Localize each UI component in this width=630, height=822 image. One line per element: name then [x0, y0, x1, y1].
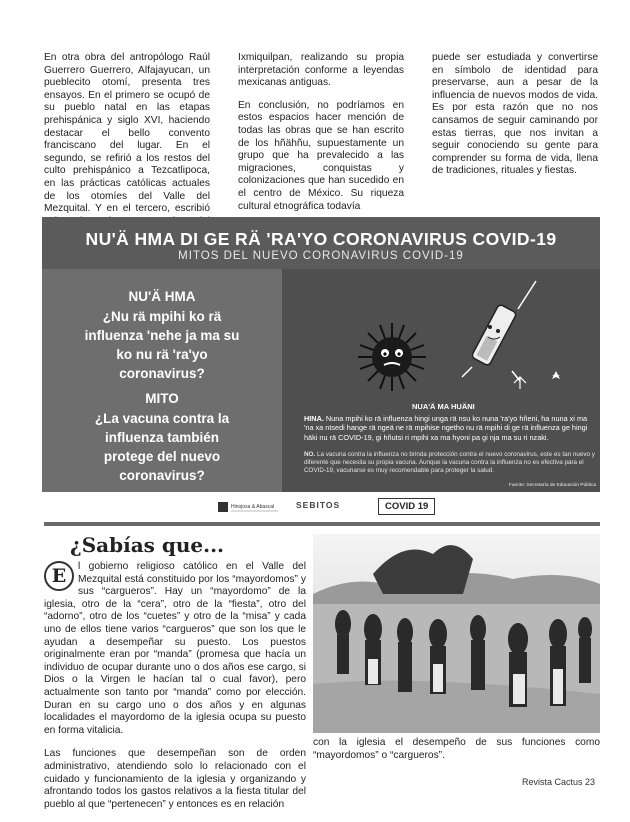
banner-subtitle: MITOS DEL NUEVO CORONAVIRUS COVID-19 — [178, 250, 464, 262]
sebitos-logo: SEBITOS — [296, 500, 341, 510]
column-2 — [238, 52, 404, 223]
myth-question-spanish-line: coronavirus? — [119, 468, 205, 483]
myth-question-otomi-line: influenza 'nehe ja ma su — [84, 328, 240, 343]
myth-question-spanish — [42, 409, 282, 485]
truth-panel — [282, 269, 600, 492]
covid19-logo: COVID 19 — [378, 498, 435, 515]
logos-row — [210, 497, 450, 519]
truth-heading: NUA'Ä MA HUÄNI — [412, 402, 475, 411]
truth-label-hina: HINA. — [304, 414, 324, 423]
myth-heading-spanish: MITO — [145, 391, 179, 406]
magazine-name: Revista Cactus — [522, 777, 583, 787]
myth-question-spanish-line: influenza también — [104, 430, 219, 445]
column-3 — [432, 52, 598, 188]
truth-body-otomi: Nuna mpihi ko rä influenza hingi unga rä nsu ko nuna 'ra'yo hñeni, ha nuna xi ma 'na xa ntsedi hange rä ngeä ne rä mpihise ngetho nu rä mpihi di ge rä influenza ge hingi häki nu rä COVID-19, gi hñutsi ri mpihi xa ma hyoni pa gi nja ma su ri nzaki. — [304, 414, 588, 442]
myth-question-spanish-line: ¿La vacuna contra la — [94, 411, 230, 426]
myth-question-spanish-line: protege del nuevo — [103, 449, 221, 464]
truth-text-spanish — [304, 451, 596, 476]
myth-question-otomi-line: ¿Nu rä mpihi ko rä — [102, 309, 222, 324]
column-1-text: En otra obra del antropólogo Raúl Guerrero Guerrero, Alfajayucan, un pueblecito otomí, presenta tres ensayos. En el primero se ocupó de su pueblo natal en las etapas prehispánica y siglo XVI, haciendo destacar el bello convento franciscano del lugar. En el segundo, se refirió a los restos del culto prehispánico a Tezcatlipoca, en las prácticas católicas actuales de los otomíes del Valle del Mezquital. Y en el tercero, escribió — [44, 52, 210, 215]
sponsor-logo-text: Hinojosa & Abascal — [231, 504, 275, 510]
sponsor-logo — [218, 499, 282, 515]
truth-label-no: NO. — [304, 451, 316, 458]
sabias-body — [44, 561, 306, 822]
truth-text-otomi — [304, 414, 596, 442]
photo-caption: con la iglesia el desempeño de sus funciones como “mayordomos” o “cargueros”. — [313, 737, 600, 761]
banner-title: NU'Ä HMA DI GE RÄ 'RA'YO CORONAVIRUS COVID-19 — [85, 229, 557, 249]
truth-body-spanish: La vacuna contra la influenza no brinda protección contra el nuevo coronavirus, este es tan nuevo y diferente que necesita su propia vacuna. Aunque la vacuna contra la influenza no es efectiva para el COVID-19, vacunarse es muy recomendable para proteger la salud. — [304, 451, 595, 475]
myth-question-otomi-line: ko nu rä 'ra'yo — [116, 347, 208, 362]
virus-illustration — [352, 317, 432, 397]
myth-question-otomi-line: coronavirus? — [119, 366, 205, 381]
banner-source: Fuente: Secretaría de Educación Pública — [508, 483, 596, 488]
myth-question-otomi — [42, 307, 282, 383]
column-2-text-a: Ixmiquilpan, realizando su propia interpretación conforme a leyendas mexicanas antiguas. — [238, 52, 404, 89]
sabias-paragraph-1 — [44, 561, 306, 737]
sabias-paragraph-2: Las funciones que desempeñan son de orden administrativo, atendiendo solo lo relacionado con el cuidado y funcionamiento de la iglesia y organizando y afrontando todos los gastos relativos a la fiesta titular del pueblo al que “pertenecen” y entonces es en relación — [44, 748, 306, 810]
column-3-text: puede ser estudiada y convertirse en símbolo de identidad para preservarse, aun a pesar de la influencia de nuevos modos de vida. Es por esta razón que no nos cansamos de seguir caminando por estas tierras, que nos invitan a seguir conociendo su gente para comprender su forma de vida, llena de tradiciones, rituales y fiestas. — [432, 52, 598, 177]
myth-heading-otomi: NU'Ä HMA — [128, 289, 196, 304]
page-footer — [522, 777, 595, 787]
section-heading: ¿Sabías que... — [70, 533, 225, 557]
procession-photo — [313, 534, 600, 733]
syringe-illustration — [442, 279, 572, 397]
covid-banner — [42, 217, 600, 492]
drop-cap: E — [44, 561, 74, 591]
page-number: 23 — [585, 777, 596, 787]
sabias-paragraph-1-text: l gobierno religioso católico en el Valle del Mezquital está constituido por los “mayordomos” y sus “cargueros”. Hay un “mayordomo” de la iglesia, otro de la “cera”, otro de la “fiesta”, otro del “adorno”, otro de los “cuetes” y otro de la “misa” y cada uno de ellos tiene varios “cargueros” que son los que le ayudan a desempeñar su puesto. Los puestos originalmente eran por “manda” (promesa que hacía un individuo de ocupar durante uno o dos años ese cargo, si Dios o la Virgen le hacían tal o cual favor), pero actualmente son tanto por “manda” como por elección. Duran en su cargo uno o dos años y en algunas localidades el mayordomo de la iglesia ocupa su puesto en forma vitalicia. — [44, 561, 306, 736]
section-divider — [44, 522, 600, 526]
column-2-text-b: En conclusión, no podríamos en estos espacios hacer mención de todas las obras que se han escrito de los hñähñu, supuestamente un grupo que ha prevalecido a las migraciones, conquistas y colonizaciones que han sucedido en el centro de México. Su riqueza cultural etnográfica todavía — [238, 99, 404, 212]
myth-panel — [42, 269, 282, 492]
